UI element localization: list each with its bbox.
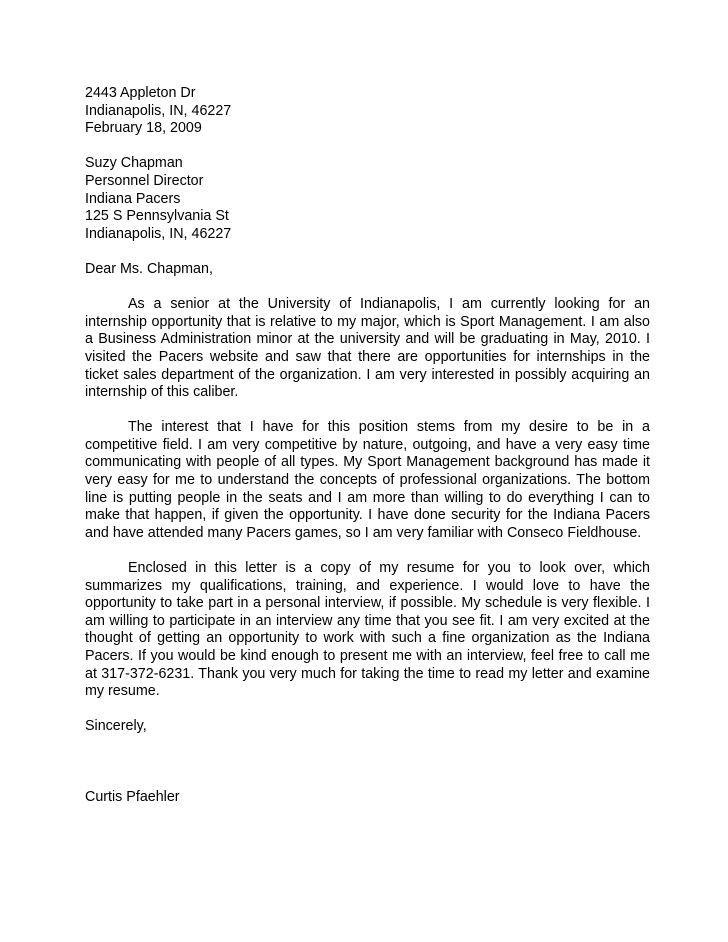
spacer <box>85 402 650 420</box>
sender-street: 2443 Appleton Dr <box>85 85 196 101</box>
recipient-address <box>85 155 650 243</box>
letter-date: February 18, 2009 <box>85 120 202 137</box>
spacer <box>85 243 650 261</box>
spacer <box>85 279 650 297</box>
letter-page <box>85 85 650 806</box>
signature-space <box>85 736 650 789</box>
salutation <box>85 261 650 279</box>
recipient-title: Personnel Director <box>85 172 204 189</box>
salutation-text: Dear Ms. Chapman, <box>85 260 213 277</box>
body-paragraph-2: The interest that I have for this position stems from my desire to be in a competitive field. I am very competitive by nature, outgoing, and have a very easy time communicating with people of all types. My Sport Management background has made it very easy for me to understand the concepts of professional organizations. The bottom line is putting people in the seats and I am more than willing to do everything I can to make that happen, if given the opportunity. I have done security for the Indiana Pacers and have attended many Pacers games, so I am very familiar with Conseco Fieldhouse. <box>85 419 650 541</box>
recipient-organization: Indiana Pacers <box>85 190 181 207</box>
spacer <box>85 701 650 719</box>
body-paragraph-3: Enclosed in this letter is a copy of my resume for you to look over, which summarizes my qualifications, training, and experience. I would love to have the opportunity to take part in a personal interview, if possible. My schedule is very flexible. I am willing to participate in an interview any time that you see fit. I am very excited at the thought of getting an opportunity to work with such a fine organization as the Indiana Pacers. If you would be kind enough to present me with an interview, feel free to call me at 317-372-6231. Thank you very much for taking the time to read my letter and examine my resume. <box>85 560 650 700</box>
recipient-city: Indianapolis, IN, 46227 <box>85 225 232 242</box>
signature <box>85 789 650 807</box>
recipient-name: Suzy Chapman <box>85 155 183 172</box>
spacer <box>85 138 650 156</box>
spacer <box>85 542 650 560</box>
closing-text: Sincerely, <box>85 718 147 735</box>
body-paragraph-1: As a senior at the University of Indianapolis, I am currently looking for an internship opportunity that is relative to my major, which is Sport Management. I am also a Business Administration minor at the university and will be graduating in May, 2010. I visited the Pacers website and saw that there are opportunities for internships in the ticket sales department of the organization. I am very interested in possibly acquiring an internship of this caliber. <box>85 296 650 401</box>
sender-city: Indianapolis, IN, 46227 <box>85 102 232 119</box>
recipient-street: 125 S Pennsylvania St <box>85 208 229 225</box>
closing <box>85 718 650 736</box>
signature-name: Curtis Pfaehler <box>85 788 180 805</box>
sender-address <box>85 85 650 138</box>
